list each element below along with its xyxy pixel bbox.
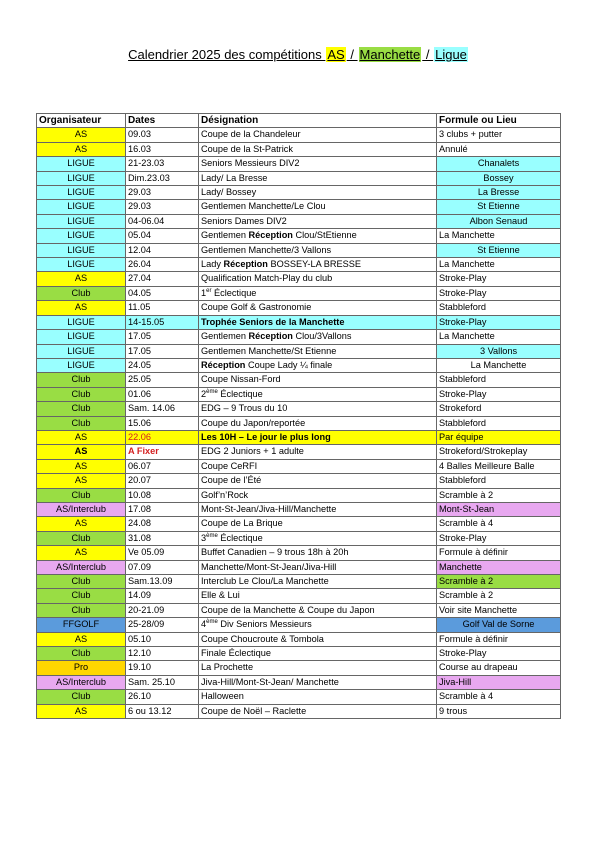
table-row xyxy=(37,632,561,646)
table-row xyxy=(37,546,561,560)
cell-date: Sam.13.09 xyxy=(126,575,199,589)
cell-designation: Gentlemen Manchette/Le Clou xyxy=(199,200,437,214)
designation-part: Div Seniors Messieurs xyxy=(217,619,312,630)
cell-organisateur: LIGUE xyxy=(37,200,126,214)
cell-date: 04.05 xyxy=(126,286,199,300)
table-row xyxy=(37,459,561,473)
table-row xyxy=(37,690,561,704)
designation-ordinal: 4 xyxy=(201,619,207,630)
designation-part: Coupe Lady ¼ finale xyxy=(245,359,333,370)
title-sep-1: / xyxy=(346,47,358,62)
cell-date: A Fixer xyxy=(126,445,199,459)
cell-date: 29.03 xyxy=(126,200,199,214)
cell-organisateur: AS xyxy=(37,272,126,286)
designation-reception: Réception xyxy=(248,230,293,241)
cell-formule: Course au drapeau xyxy=(437,661,561,675)
cell-organisateur: Club xyxy=(37,575,126,589)
cell-formule: St Etienne xyxy=(437,200,561,214)
cell-designation: Coupe CeRFI xyxy=(199,459,437,473)
table-row xyxy=(37,229,561,243)
cell-organisateur: Club xyxy=(37,402,126,416)
cell-formule: Manchette xyxy=(437,560,561,574)
designation-ordinal: 2 xyxy=(201,388,207,399)
cell-date: 09.03 xyxy=(126,128,199,142)
cell-formule: La Manchette xyxy=(437,358,561,372)
cell-date: 26.10 xyxy=(126,690,199,704)
cell-formule: Golf Val de Sorne xyxy=(437,618,561,632)
cell-organisateur: AS xyxy=(37,142,126,156)
cell-designation: Seniors Messieurs DIV2 xyxy=(199,157,437,171)
cell-organisateur: Club xyxy=(37,416,126,430)
cell-formule: 9 trous xyxy=(437,704,561,718)
header-dates: Dates xyxy=(126,114,199,128)
cell-formule: Stroke-Play xyxy=(437,272,561,286)
cell-formule: Formule à définir xyxy=(437,546,561,560)
cell-formule: Scramble à 4 xyxy=(437,690,561,704)
cell-formule: Formule à définir xyxy=(437,632,561,646)
title-manchette: Manchette xyxy=(359,47,421,62)
header-row xyxy=(37,114,561,128)
cell-designation: Lady/ Bossey xyxy=(199,186,437,200)
table-row xyxy=(37,517,561,531)
cell-date: 17.05 xyxy=(126,344,199,358)
cell-date: 11.05 xyxy=(126,301,199,315)
cell-designation xyxy=(199,531,437,545)
designation-part: Lady xyxy=(201,259,224,270)
cell-date: 22.06 xyxy=(126,430,199,444)
cell-designation: Coupe de La Brique xyxy=(199,517,437,531)
table-row xyxy=(37,344,561,358)
cell-date: 15.06 xyxy=(126,416,199,430)
cell-organisateur: AS xyxy=(37,517,126,531)
cell-organisateur: LIGUE xyxy=(37,171,126,185)
cell-date: 10.08 xyxy=(126,488,199,502)
table-row xyxy=(37,575,561,589)
designation-part: BOSSEY-LA BRESSE xyxy=(267,259,362,270)
cell-formule: Stabbleford xyxy=(437,416,561,430)
table-row xyxy=(37,603,561,617)
cell-designation: Coupe du Japon/reportée xyxy=(199,416,437,430)
cell-formule: Stabbleford xyxy=(437,474,561,488)
cell-formule: Stabbleford xyxy=(437,373,561,387)
cell-designation: Seniors Dames DIV2 xyxy=(199,214,437,228)
table-row xyxy=(37,258,561,272)
cell-designation xyxy=(199,229,437,243)
title-sep-2: / xyxy=(422,47,434,62)
table-row xyxy=(37,502,561,516)
table-row xyxy=(37,315,561,329)
cell-designation xyxy=(199,286,437,300)
table-row xyxy=(37,704,561,718)
header-formule: Formule ou Lieu xyxy=(437,114,561,128)
cell-designation: EDG – 9 Trous du 10 xyxy=(199,402,437,416)
cell-organisateur: AS xyxy=(37,632,126,646)
cell-formule: Stroke-Play xyxy=(437,315,561,329)
cell-organisateur: AS xyxy=(37,704,126,718)
cell-formule: Scramble à 2 xyxy=(437,589,561,603)
cell-designation: Coupe de l’Été xyxy=(199,474,437,488)
table-row xyxy=(37,286,561,300)
cell-organisateur: Club xyxy=(37,387,126,401)
cell-organisateur: Club xyxy=(37,589,126,603)
table-row xyxy=(37,416,561,430)
cell-formule: Par équipe xyxy=(437,430,561,444)
table-row xyxy=(37,186,561,200)
cell-organisateur: AS xyxy=(37,128,126,142)
cell-organisateur: Club xyxy=(37,603,126,617)
cell-date: Ve 05.09 xyxy=(126,546,199,560)
cell-formule: Chanalets xyxy=(437,157,561,171)
cell-organisateur: LIGUE xyxy=(37,229,126,243)
cell-organisateur: AS/Interclub xyxy=(37,502,126,516)
cell-designation: Mont-St-Jean/Jiva-Hill/Manchette xyxy=(199,502,437,516)
cell-date: 21-23.03 xyxy=(126,157,199,171)
cell-formule: Scramble à 2 xyxy=(437,575,561,589)
cell-organisateur: AS xyxy=(37,546,126,560)
cell-designation: Coupe de la Manchette & Coupe du Japon xyxy=(199,603,437,617)
cell-date: 29.03 xyxy=(126,186,199,200)
cell-formule: St Etienne xyxy=(437,243,561,257)
cell-organisateur: LIGUE xyxy=(37,344,126,358)
table-row xyxy=(37,214,561,228)
cell-date: 14-15.05 xyxy=(126,315,199,329)
cell-designation: Coupe Choucroute & Tombola xyxy=(199,632,437,646)
cell-date: 05.10 xyxy=(126,632,199,646)
cell-date: 31.08 xyxy=(126,531,199,545)
table-row xyxy=(37,373,561,387)
cell-organisateur: LIGUE xyxy=(37,157,126,171)
header-organisateur: Organisateur xyxy=(37,114,126,128)
cell-formule: La Manchette xyxy=(437,229,561,243)
designation-part: Clou/3Vallons xyxy=(292,331,352,342)
cell-organisateur: LIGUE xyxy=(37,358,126,372)
cell-date: 19.10 xyxy=(126,661,199,675)
table-row xyxy=(37,200,561,214)
cell-date: 04-06.04 xyxy=(126,214,199,228)
cell-designation: Qualification Match-Play du club xyxy=(199,272,437,286)
cell-date: 07.09 xyxy=(126,560,199,574)
cell-designation: Golf’n’Rock xyxy=(199,488,437,502)
cell-formule: Mont-St-Jean xyxy=(437,502,561,516)
cell-designation: Elle & Lui xyxy=(199,589,437,603)
cell-date: 17.05 xyxy=(126,330,199,344)
designation-part: Gentlemen xyxy=(201,230,249,241)
table-row xyxy=(37,171,561,185)
designation-part: Clou/StEtienne xyxy=(292,230,357,241)
cell-designation: Finale Éclectique xyxy=(199,647,437,661)
cell-designation xyxy=(199,387,437,401)
cell-date: 6 ou 13.12 xyxy=(126,704,199,718)
cell-designation: Gentlemen Manchette/3 Vallons xyxy=(199,243,437,257)
designation-ordinal-suffix: ème xyxy=(206,619,218,626)
cell-date: 24.05 xyxy=(126,358,199,372)
cell-date: Dim.23.03 xyxy=(126,171,199,185)
cell-organisateur: AS xyxy=(37,459,126,473)
cell-date: 20-21.09 xyxy=(126,603,199,617)
table-row xyxy=(37,142,561,156)
cell-formule: Stroke-Play xyxy=(437,286,561,300)
cell-date: 25.05 xyxy=(126,373,199,387)
table-row xyxy=(37,387,561,401)
cell-organisateur: Club xyxy=(37,690,126,704)
table-row xyxy=(37,157,561,171)
cell-date: 26.04 xyxy=(126,258,199,272)
cell-date: 14.09 xyxy=(126,589,199,603)
table-row xyxy=(37,531,561,545)
cell-designation: Les 10H – Le jour le plus long xyxy=(199,430,437,444)
cell-organisateur: FFGOLF xyxy=(37,618,126,632)
designation-ordinal-suffix: ème xyxy=(206,388,218,395)
cell-date: 20.07 xyxy=(126,474,199,488)
cell-organisateur: AS/Interclub xyxy=(37,560,126,574)
cell-date: 27.04 xyxy=(126,272,199,286)
cell-formule: Albon Senaud xyxy=(437,214,561,228)
cell-date: 24.08 xyxy=(126,517,199,531)
designation-reception: Réception xyxy=(248,331,293,342)
cell-formule: Strokeford xyxy=(437,402,561,416)
designation-ordinal-suffix: er xyxy=(206,287,212,294)
table-row xyxy=(37,560,561,574)
cell-formule: Stabbleford xyxy=(437,301,561,315)
cell-designation: Gentlemen Manchette/St Etienne xyxy=(199,344,437,358)
table-row xyxy=(37,589,561,603)
cell-date: 25-28/09 xyxy=(126,618,199,632)
cell-formule: 3 Vallons xyxy=(437,344,561,358)
designation-part: Éclectique xyxy=(217,388,263,399)
cell-formule: Scramble à 4 xyxy=(437,517,561,531)
cell-designation: Buffet Canadien – 9 trous 18h à 20h xyxy=(199,546,437,560)
table-row xyxy=(37,358,561,372)
cell-designation: Manchette/Mont-St-Jean/Jiva-Hill xyxy=(199,560,437,574)
cell-organisateur: AS/Interclub xyxy=(37,675,126,689)
cell-designation: Halloween xyxy=(199,690,437,704)
table-row xyxy=(37,618,561,632)
table-row xyxy=(37,128,561,142)
cell-formule: Stroke-Play xyxy=(437,387,561,401)
cell-designation: Coupe Golf & Gastronomie xyxy=(199,301,437,315)
designation-part: Éclectique xyxy=(217,532,263,543)
cell-organisateur: LIGUE xyxy=(37,214,126,228)
cell-formule: La Manchette xyxy=(437,258,561,272)
cell-organisateur: Club xyxy=(37,488,126,502)
designation-reception: Réception xyxy=(201,359,246,370)
calendar-table xyxy=(36,113,561,719)
cell-organisateur: Club xyxy=(37,647,126,661)
cell-organisateur: LIGUE xyxy=(37,243,126,257)
cell-designation xyxy=(199,258,437,272)
title-prefix: Calendrier 2025 des compétitions xyxy=(128,47,326,62)
table-row xyxy=(37,330,561,344)
cell-designation: Jiva-Hill/Mont-St-Jean/ Manchette xyxy=(199,675,437,689)
cell-designation xyxy=(199,618,437,632)
cell-designation xyxy=(199,330,437,344)
cell-date: 06.07 xyxy=(126,459,199,473)
cell-date: 12.04 xyxy=(126,243,199,257)
cell-designation xyxy=(199,358,437,372)
cell-formule: Voir site Manchette xyxy=(437,603,561,617)
cell-designation: Trophée Seniors de la Manchette xyxy=(199,315,437,329)
cell-organisateur: LIGUE xyxy=(37,330,126,344)
cell-organisateur: AS xyxy=(37,301,126,315)
cell-organisateur: Club xyxy=(37,373,126,387)
cell-designation: Interclub Le Clou/La Manchette xyxy=(199,575,437,589)
cell-formule: Stroke-Play xyxy=(437,647,561,661)
cell-formule: Annulé xyxy=(437,142,561,156)
cell-organisateur: Club xyxy=(37,286,126,300)
cell-formule: Stroke-Play xyxy=(437,531,561,545)
cell-organisateur: LIGUE xyxy=(37,315,126,329)
cell-organisateur: AS xyxy=(37,430,126,444)
cell-date: Sam. 14.06 xyxy=(126,402,199,416)
cell-date: 01.06 xyxy=(126,387,199,401)
designation-ordinal: 1 xyxy=(201,287,207,298)
cell-organisateur: AS xyxy=(37,474,126,488)
designation-ordinal-suffix: ème xyxy=(206,532,218,539)
table-row xyxy=(37,272,561,286)
table-row xyxy=(37,402,561,416)
table-row xyxy=(37,430,561,444)
designation-ordinal: 3 xyxy=(201,532,207,543)
cell-date: 12.10 xyxy=(126,647,199,661)
cell-date: 05.04 xyxy=(126,229,199,243)
designation-part: Éclectique xyxy=(211,287,257,298)
cell-designation: Coupe de la St-Patrick xyxy=(199,142,437,156)
cell-organisateur: Pro xyxy=(37,661,126,675)
title-ligue: Ligue xyxy=(435,47,467,62)
table-row xyxy=(37,661,561,675)
cell-designation: Coupe de la Chandeleur xyxy=(199,128,437,142)
designation-part: Gentlemen xyxy=(201,331,249,342)
cell-formule: 3 clubs + putter xyxy=(437,128,561,142)
cell-formule: Bossey xyxy=(437,171,561,185)
cell-date: Sam. 25.10 xyxy=(126,675,199,689)
cell-designation: Coupe de Noël – Raclette xyxy=(199,704,437,718)
cell-organisateur: LIGUE xyxy=(37,186,126,200)
cell-formule: La Bresse xyxy=(437,186,561,200)
table-row xyxy=(37,301,561,315)
header-designation: Désignation xyxy=(199,114,437,128)
cell-formule: Strokeford/Strokeplay xyxy=(437,445,561,459)
cell-organisateur: AS xyxy=(37,445,126,459)
cell-designation: Lady/ La Bresse xyxy=(199,171,437,185)
table-row xyxy=(37,647,561,661)
cell-designation: EDG 2 Juniors + 1 adulte xyxy=(199,445,437,459)
cell-organisateur: Club xyxy=(37,531,126,545)
title-as: AS xyxy=(327,47,345,62)
cell-formule: 4 Balles Meilleure Balle xyxy=(437,459,561,473)
table-row xyxy=(37,474,561,488)
page-title xyxy=(0,47,595,62)
cell-formule: Scramble à 2 xyxy=(437,488,561,502)
cell-designation: Coupe Nissan-Ford xyxy=(199,373,437,387)
cell-formule: Jiva-Hill xyxy=(437,675,561,689)
cell-organisateur: LIGUE xyxy=(37,258,126,272)
cell-date: 17.08 xyxy=(126,502,199,516)
cell-date: 16.03 xyxy=(126,142,199,156)
table-row xyxy=(37,675,561,689)
table-row xyxy=(37,243,561,257)
calendar-body xyxy=(37,128,561,719)
designation-reception: Réception xyxy=(223,259,268,270)
table-row xyxy=(37,445,561,459)
cell-designation: La Prochette xyxy=(199,661,437,675)
table-row xyxy=(37,488,561,502)
cell-formule: La Manchette xyxy=(437,330,561,344)
